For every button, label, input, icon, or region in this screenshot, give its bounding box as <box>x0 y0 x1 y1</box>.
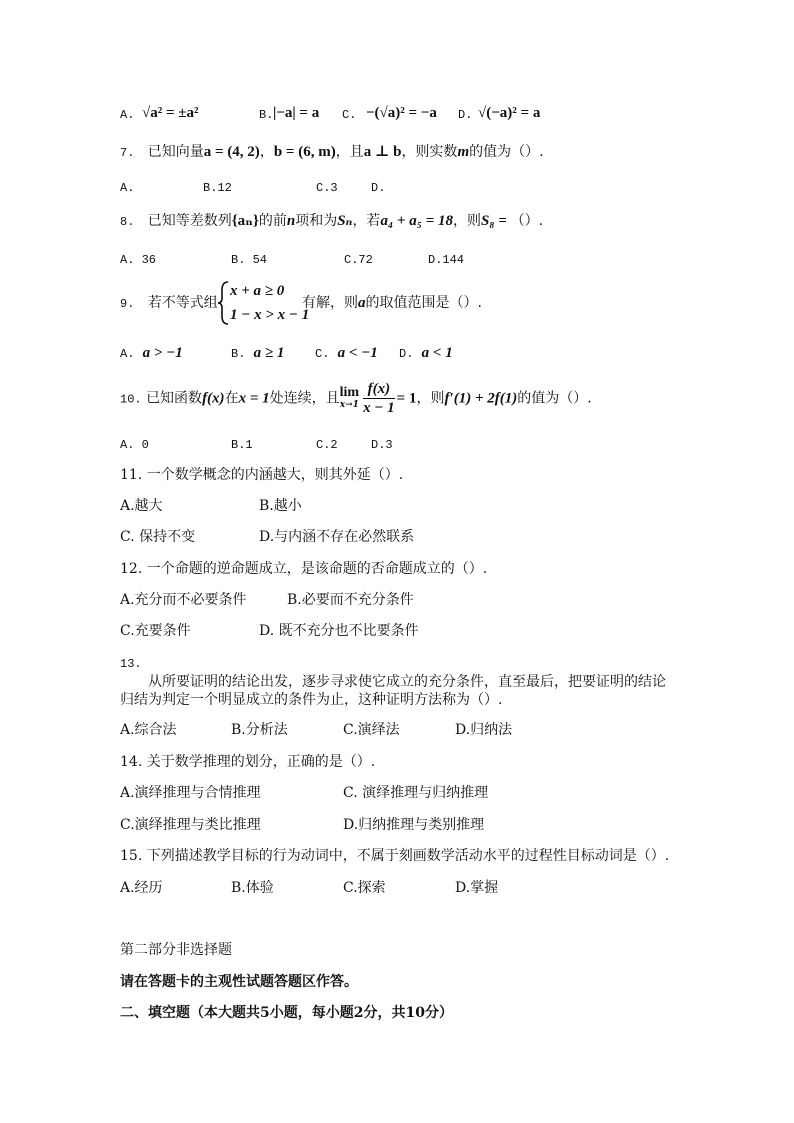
q9-variable: a <box>358 295 366 311</box>
part-two-instruction: 请在答题卡的主观性试题答题区作答。 <box>120 974 358 990</box>
q9-option-a: A. a > −1 <box>120 345 183 361</box>
q9-option-c: C. a < −1 <box>315 345 378 361</box>
q10-x-value: x = 1 <box>238 390 270 407</box>
q13-option-c: C.演绎法 <box>343 722 400 738</box>
q8-option-a: A. 36 <box>120 253 157 267</box>
q11-option-a: A.越大 <box>120 498 163 514</box>
q8-option-b: B. 54 <box>231 253 268 267</box>
q7-option-d: D. <box>371 181 386 195</box>
q8-text-1: 已知等差数列 <box>147 213 232 229</box>
q9-option-d: D. a < 1 <box>399 345 453 361</box>
part-two-title: 第二部分非选择题 <box>120 942 232 958</box>
q10-limit <box>340 386 359 411</box>
q10-limit-word: lim <box>339 385 360 400</box>
q9-text-2: 有解，则 <box>302 295 358 311</box>
q15-option-c: C.探索 <box>343 880 386 896</box>
q14-option-a: A.演绎推理与合情推理 <box>120 785 261 801</box>
q11-option-d: D.与内涵不存在必然联系 <box>259 529 415 545</box>
q7-vector-a: a = (4, 2) <box>203 144 260 160</box>
q8-text-4: ，若 <box>352 213 381 229</box>
q8-sum-sn: Sₙ <box>337 213 353 229</box>
q7-separator: ， <box>259 144 274 160</box>
q10-option-a: A. 0 <box>120 438 149 452</box>
q8-sum-s8: S₈ = <box>481 213 511 229</box>
q7-text-4: 的值为（）. <box>469 144 544 160</box>
q6-option-b-expr: |−a| = a <box>273 105 320 121</box>
q13-line-1: 从所要证明的结论出发，逐步寻求使它成立的充分条件，直至最后，把要证明的结论 <box>148 674 666 690</box>
q14-option-d: D.归纳推理与类别推理 <box>343 817 485 833</box>
q6-option-a-label: A. <box>120 108 135 122</box>
q6-option-b-label: B. <box>259 108 274 122</box>
q6-option-c-label: C. <box>342 108 357 122</box>
q11-option-c: C. 保持不变 <box>120 529 196 545</box>
q9-number: 9. <box>120 297 135 311</box>
q6-option-d-expr: √(−a)² = a <box>478 105 541 121</box>
q7-option-c: C.3 <box>316 181 338 195</box>
q8-text-2: 的前 <box>258 213 287 229</box>
q7-vector-b: b = (6, m) <box>273 144 336 160</box>
q8-option-d: D.144 <box>428 253 465 267</box>
q10-option-b: B.1 <box>231 438 253 452</box>
q9-text-1: 若不等式组 <box>147 295 218 311</box>
q7-number: 7. <box>120 146 135 160</box>
q8-stem <box>120 212 543 231</box>
q6-option-c-expr: −(√a)² = −a <box>366 105 437 121</box>
q7-variable: m <box>457 144 470 160</box>
q10-fraction-denominator: x − 1 <box>363 400 395 416</box>
q10-text-5: 的值为（）. <box>517 390 592 407</box>
q6-option-d-label: D. <box>458 108 473 122</box>
q12-option-d: D. 既不充分也不比要条件 <box>259 623 419 639</box>
q8-text-3: 项和为 <box>295 213 338 229</box>
q8-text-6: （）. <box>510 213 544 229</box>
q13-option-d: D.归纳法 <box>455 722 513 738</box>
q10-text-2: 在 <box>224 390 239 407</box>
q10-equals-one: = 1 <box>396 390 417 407</box>
q10-text-4: ，则 <box>416 390 445 407</box>
q10-text-3: 处连续，且 <box>269 390 340 407</box>
q9-inequality-2: 1 − x > x − 1 <box>230 307 310 323</box>
q11-option-b: B.越小 <box>259 498 302 514</box>
q10-limit-subscript: x→1 <box>339 400 359 410</box>
fill-in-section-heading: 二、填空题（本大题共5小题，每小题2分，共10分） <box>120 1005 453 1021</box>
q15-option-b: B.体验 <box>231 880 274 896</box>
q10-fraction-numerator: f(x) <box>363 380 395 399</box>
q7-perpendicular: a ⊥ b <box>363 144 402 160</box>
q7-stem <box>120 143 544 162</box>
q12-option-a: A.充分而不必要条件 <box>120 592 247 608</box>
q8-condition: a₄ + a₅ = 18 <box>380 213 453 229</box>
q15-stem: 15. 下列描述教学目标的行为动词中，不属于刻画数学活动水平的过程性目标动词是（）. <box>120 848 670 864</box>
q11-stem: 11. 一个数学概念的内涵越大，则其外延（）. <box>120 467 404 483</box>
q12-option-b: B.必要而不充分条件 <box>287 592 414 608</box>
q10-text-1: 已知函数 <box>146 390 203 407</box>
q8-option-c: C.72 <box>344 253 373 267</box>
q8-number: 8. <box>120 215 135 229</box>
q12-option-c: C.充要条件 <box>120 623 191 639</box>
q10-function: f(x) <box>202 390 225 407</box>
q10-number: 10. <box>120 392 142 407</box>
q9-stem-end <box>302 294 482 312</box>
q10-stem <box>120 380 592 420</box>
q10-expression: f′(1) + 2f(1) <box>444 390 518 407</box>
q14-option-c-second: C.演绎推理与类比推理 <box>120 817 261 833</box>
q14-stem: 14. 关于数学推理的划分，正确的是（）. <box>120 754 376 770</box>
q7-text-1: 已知向量 <box>147 144 204 160</box>
q8-text-5: ，则 <box>453 213 481 229</box>
q13-option-a: A.综合法 <box>120 722 177 738</box>
q9-system-brace <box>218 280 230 326</box>
q7-option-a: A. <box>120 181 135 195</box>
q9-option-b: B. a ≥ 1 <box>231 345 285 361</box>
q7-text-2: ，且 <box>335 144 364 160</box>
q7-option-b: B.12 <box>203 181 232 195</box>
q12-stem: 12. 一个命题的逆命题成立，是该命题的否命题成立的（）. <box>120 561 488 577</box>
q9-inequality-1: x + a ≥ 0 <box>230 283 285 299</box>
q8-sequence: {aₙ} <box>231 213 259 229</box>
q8-variable-n: n <box>286 213 296 229</box>
q6-option-a-expr: √a² = ±a² <box>142 105 199 121</box>
q13-number: 13. <box>120 657 142 671</box>
q14-option-c-first: C. 演绎推理与归纳推理 <box>343 785 489 801</box>
q15-option-a: A.经历 <box>120 880 163 896</box>
q15-option-d: D.掌握 <box>455 880 499 896</box>
q13-option-b: B.分析法 <box>231 722 288 738</box>
q13-line-2: 归结为判定一个明显成立的条件为止，这种证明方法称为（）. <box>120 692 503 708</box>
q10-option-c: C.2 <box>316 438 338 452</box>
q10-fraction <box>363 380 395 417</box>
q7-text-3: ，则实数 <box>401 144 458 160</box>
q9-text-3: 的取值范围是（）. <box>365 295 482 311</box>
q9-stem-start <box>120 294 218 313</box>
q10-option-d: D.3 <box>371 438 393 452</box>
